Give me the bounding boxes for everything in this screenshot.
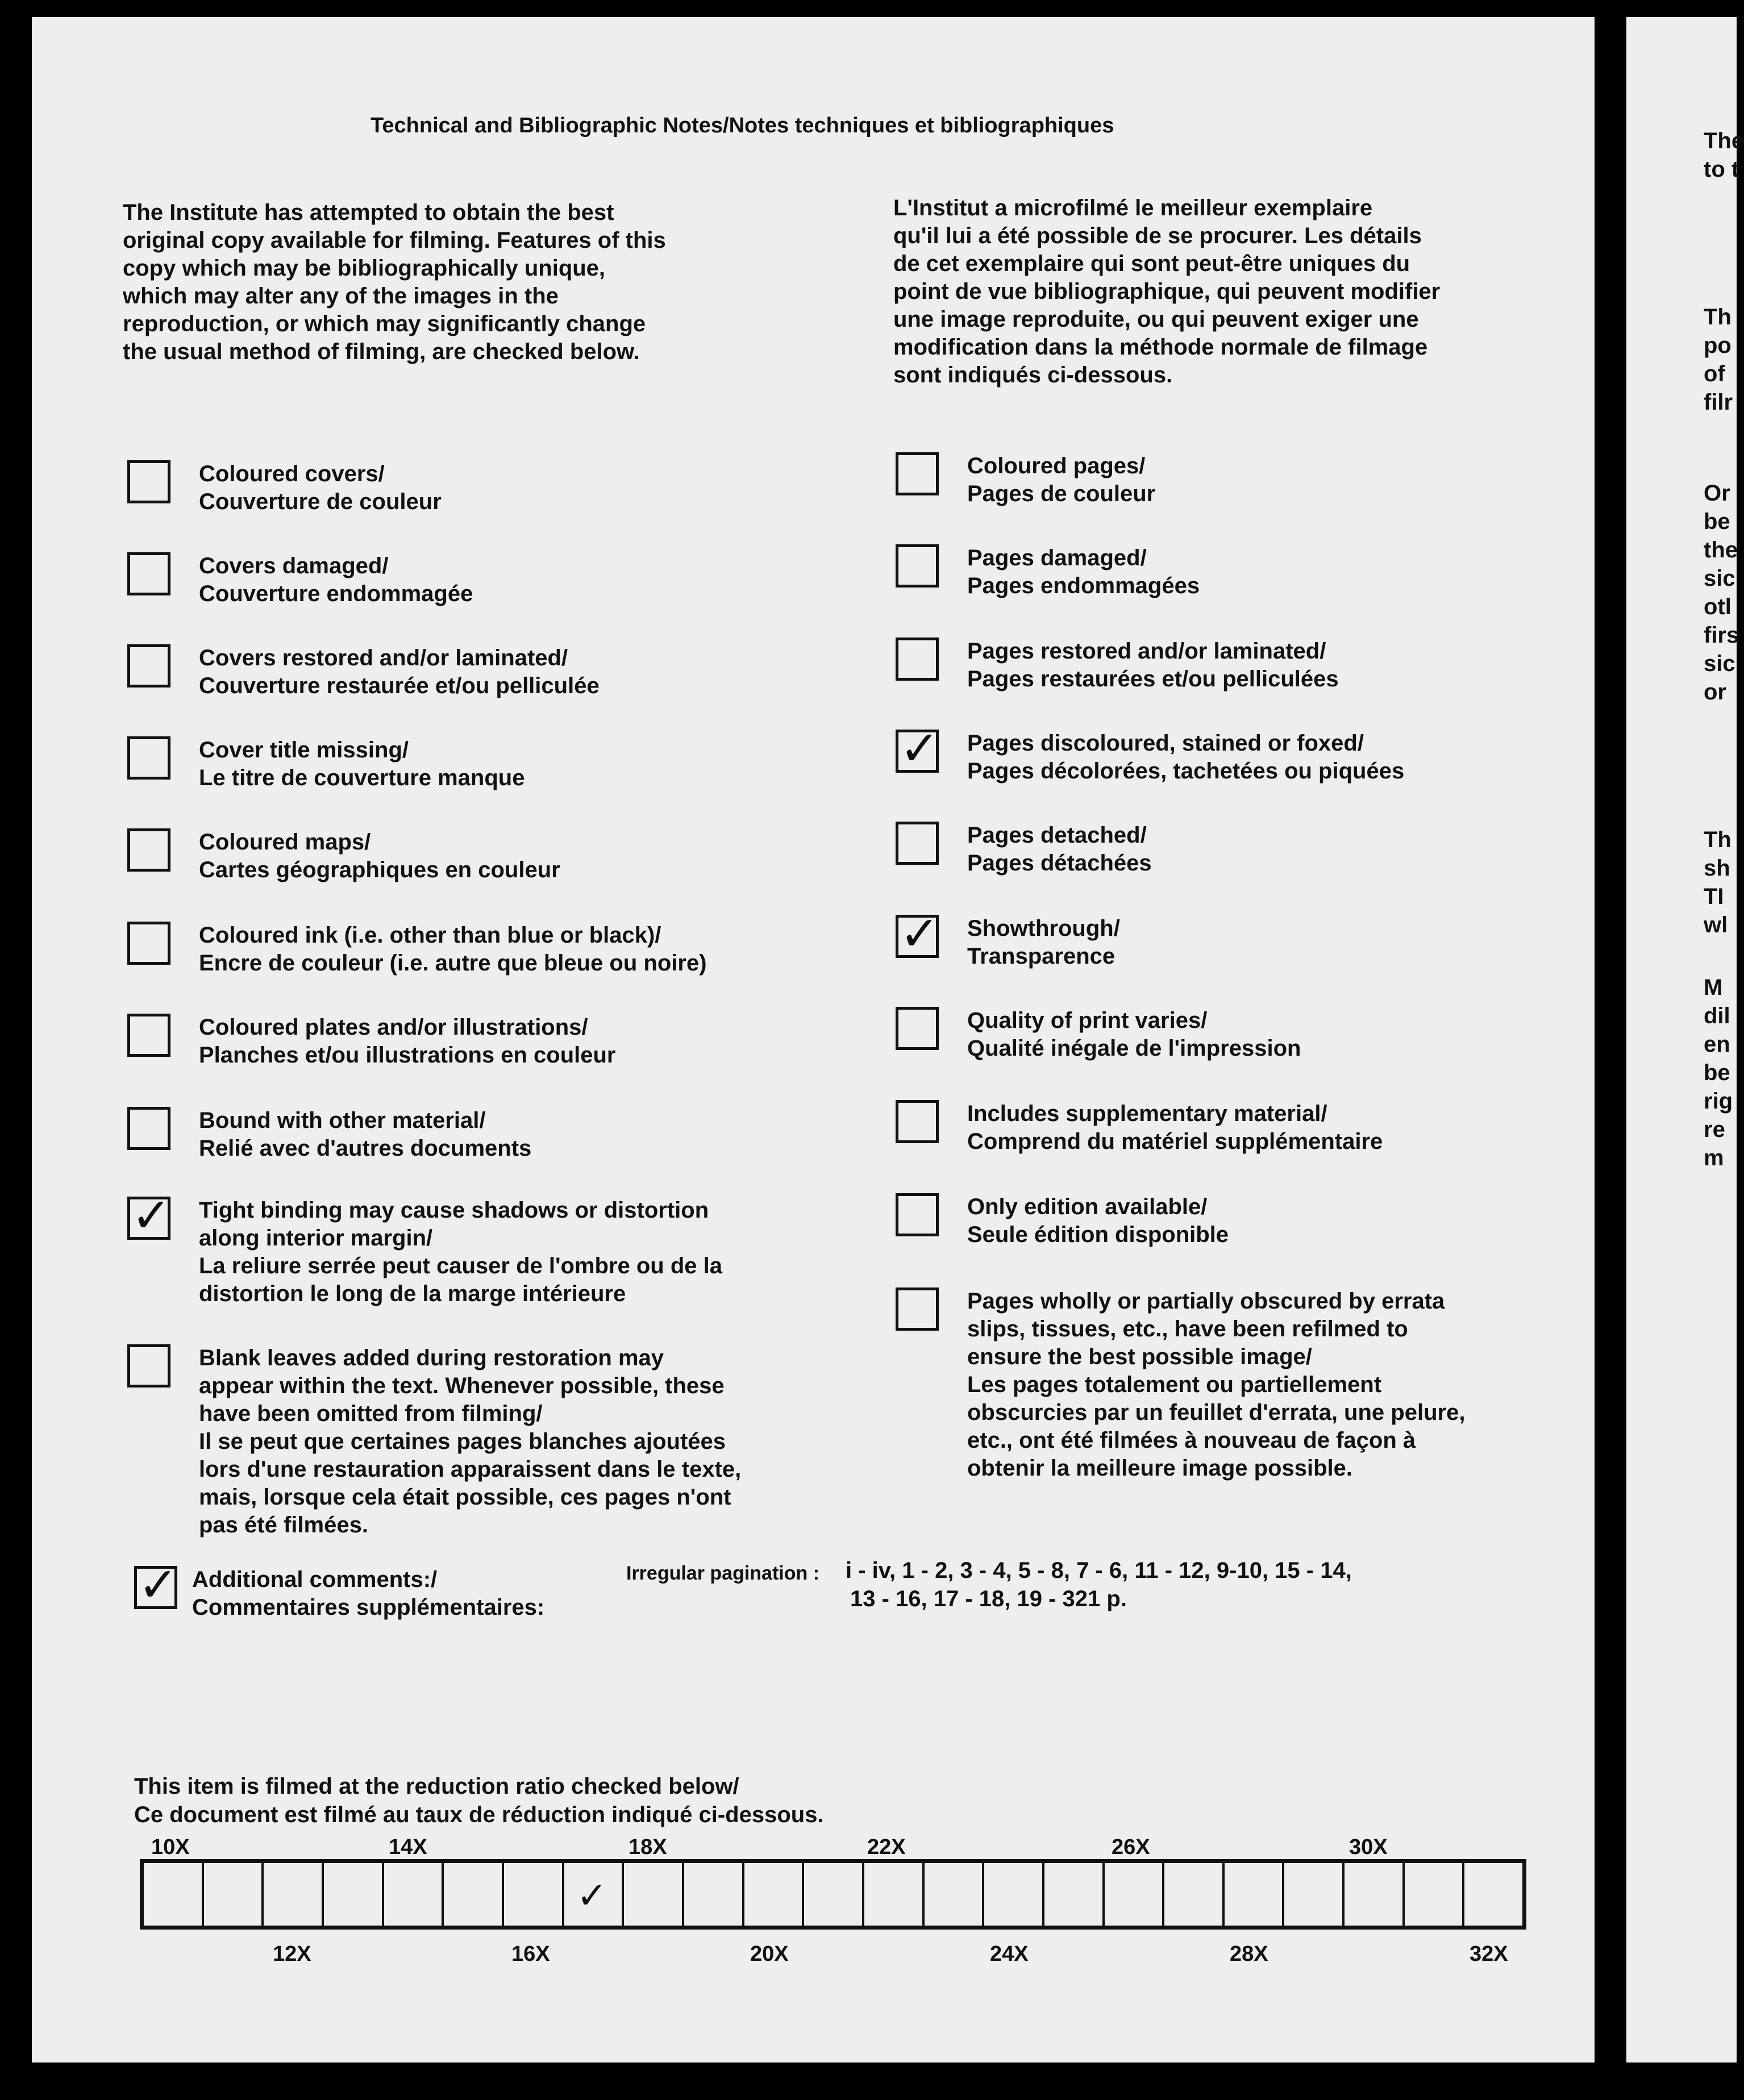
left-item-label [199,460,442,516]
right-item-text: slips, tissues, etc., have been refilmed to [967,1316,1408,1341]
right-item-label [967,1193,1229,1249]
ratio-cell[interactable] [744,1863,805,1926]
adjacent-page-text: Th [1704,827,1731,852]
right-item[interactable] [896,638,1339,693]
right-item-label [967,638,1339,693]
right-item-text: Pages de couleur [967,481,1156,506]
intro-en-line: the usual method of filming, are checked below. [123,339,640,364]
left-item-text: La reliure serrée peut causer de l'ombre ou de la [199,1253,722,1278]
right-item[interactable] [896,544,1200,600]
adjacent-page-text: the [1704,538,1738,562]
left-item-text: Covers damaged/ [199,553,389,578]
adjacent-page-text: The [1704,128,1744,153]
right-item-text: Quality of print varies/ [967,1008,1208,1033]
right-item-text: Qualité inégale de l'impression [967,1036,1301,1061]
left-item[interactable] [127,736,525,792]
reduction-ratio-grid [140,1859,1526,1930]
right-item-label [967,452,1155,508]
left-item-text: Planches et/ou illustrations en couleur [199,1043,616,1068]
right-item-label [967,822,1152,877]
ratio-cell[interactable] [504,1863,564,1926]
left-item-label [199,922,707,977]
ratio-cell[interactable] [684,1863,744,1926]
right-item-text: Pages restaurées et/ou pelliculées [967,666,1339,691]
right-item-text: Pages restored and/or laminated/ [967,639,1326,664]
ratio-cell[interactable] [444,1863,504,1926]
check-mark-icon: ✓ [138,1558,178,1611]
left-item-text: Cover title missing/ [199,738,409,763]
left-item-text: Relié avec d'autres documents [199,1136,532,1161]
ratio-label-bottom: 28X [1230,1942,1268,1966]
right-item-label [967,1100,1383,1156]
left-item[interactable] [127,1014,616,1069]
check-mark-icon: ✓ [576,1875,607,1916]
ratio-cell[interactable] [324,1863,384,1926]
ratio-cell[interactable] [1105,1863,1165,1926]
right-item-text: Coloured pages/ [967,453,1146,478]
ratio-label-top: 26X [1112,1835,1150,1859]
left-checkbox[interactable] [127,460,170,503]
left-item[interactable] [127,552,473,608]
pagination-note-line1: i - iv, 1 - 2, 3 - 4, 5 - 8, 7 - 6, 11 - 12, 9-10, 15 - 14, [846,1558,1352,1583]
adjacent-page-text: M [1704,975,1723,1000]
left-item-text: Coloured covers/ [199,461,385,486]
left-item-text: pas été filmées. [199,1513,368,1538]
right-item[interactable] [896,1193,1229,1249]
ratio-label-top: 30X [1349,1835,1388,1859]
comments-label-fr: Commentaires supplémentaires: [192,1595,545,1620]
adjacent-page-text: rig [1704,1089,1733,1114]
left-item-text: distortion le long de la marge intérieure [199,1281,626,1306]
adjacent-page-text: otl [1704,594,1731,619]
ratio-cell[interactable] [204,1863,264,1926]
left-item-text: Encre de couleur (i.e. autre que bleue ou noire) [199,951,707,976]
check-mark-icon: ✓ [900,907,940,960]
right-item[interactable] [896,907,1120,970]
right-item-label [967,1007,1301,1062]
ratio-label-bottom: 20X [750,1942,789,1966]
ratio-cell[interactable] [1464,1863,1522,1926]
ratio-label-top: 14X [389,1835,427,1859]
right-item-text: Pages wholly or partially obscured by errata [967,1289,1445,1314]
right-item-text: Pages détachées [967,851,1152,876]
intro-en-line: which may alter any of the images in the [123,284,559,309]
left-item-label [199,552,473,608]
left-item[interactable] [127,828,560,884]
right-checkbox[interactable] [896,638,939,681]
left-checkbox[interactable] [127,922,170,965]
left-checkbox[interactable] [127,828,170,872]
adjacent-page-text: m [1704,1145,1724,1170]
adjacent-page-text: sic [1704,566,1735,591]
right-checkbox[interactable] [896,822,939,865]
adjacent-page-text: Or [1704,481,1730,506]
right-item-label [967,730,1404,785]
right-item-text: Comprend du matériel supplémentaire [967,1129,1383,1154]
right-item-text: Transparence [967,944,1116,969]
left-checkbox[interactable] [127,1014,170,1057]
left-item-label [199,828,560,884]
left-item-text: along interior margin/ [199,1226,433,1251]
ratio-cell[interactable] [1164,1863,1225,1926]
left-item-text: appear within the text. Whenever possible, these [199,1373,725,1398]
adjacent-page-text: wl [1704,913,1728,938]
left-item-label [199,1107,531,1162]
left-item-label [199,1344,741,1539]
right-item-text: Pages endommagées [967,573,1200,598]
right-checkbox[interactable] [896,722,940,775]
right-item[interactable] [896,1288,1465,1482]
ratio-cell[interactable] [144,1863,204,1926]
intro-fr-line: qu'il lui a été possible de se procurer. Les détails [893,223,1422,248]
ratio-cell[interactable] [564,1863,625,1926]
right-item-text: Pages discoloured, stained or foxed/ [967,731,1364,756]
ratio-cell[interactable] [624,1863,684,1926]
check-mark-icon: ✓ [900,722,940,775]
comments-item[interactable] [134,1558,545,1622]
right-item[interactable] [896,452,1155,508]
right-item-text: Les pages totalement ou partiellement [967,1372,1382,1397]
reduction-text-fr: Ce document est filmé au taux de réduction indiqué ci-dessous. [134,1802,824,1827]
right-item-text: Only edition available/ [967,1194,1208,1219]
adjacent-page-text: of [1704,361,1725,386]
right-item-text: obtenir la meilleure image possible. [967,1456,1352,1481]
adjacent-page-text: be [1704,509,1730,534]
adjacent-page-text: or [1704,680,1726,705]
pagination-note-label: Irregular pagination : [626,1563,820,1584]
right-checkbox[interactable] [896,544,939,588]
right-item-label [967,1288,1465,1482]
adjacent-page-text: to t [1704,157,1739,182]
left-item-text: Il se peut que certaines pages blanches ajoutées [199,1429,726,1454]
adjacent-page-text: re [1704,1117,1725,1142]
intro-fr-line: point de vue bibliographique, qui peuvent modifier [893,279,1441,304]
ratio-label-bottom: 24X [990,1942,1029,1966]
right-checkbox[interactable] [896,1007,939,1050]
right-checkbox[interactable] [896,1100,939,1143]
right-item-text: Pages décolorées, tachetées ou piquées [967,759,1405,784]
right-item[interactable] [896,1100,1383,1156]
intro-en-line: reproduction, or which may significantly change [123,311,646,336]
adjacent-page-text: po [1704,333,1731,358]
right-item[interactable] [896,822,1152,877]
adjacent-page-text: be [1704,1060,1730,1085]
left-item-text: lors d'une restauration apparaissent dans le texte, [199,1457,742,1482]
adjacent-page-text: dil [1704,1003,1730,1028]
right-item-text: Includes supplementary material/ [967,1101,1327,1126]
ratio-cell[interactable] [384,1863,444,1926]
ratio-cell[interactable] [1225,1863,1285,1926]
left-item-text: Cartes géographiques en couleur [199,857,560,882]
left-item-text: Couverture de couleur [199,489,442,514]
ratio-cell[interactable] [925,1863,985,1926]
adjacent-page-fragment [1626,17,1744,2062]
right-item[interactable] [896,722,1405,785]
left-item-text: Couverture restaurée et/ou pelliculée [199,673,600,698]
adjacent-page-text: sic [1704,651,1735,676]
adjacent-page-text: firs [1704,623,1739,648]
right-checkbox[interactable] [896,1193,939,1236]
right-checkbox[interactable] [896,452,939,495]
ratio-label-top: 22X [867,1835,906,1859]
comments-checkbox[interactable] [134,1558,178,1611]
right-item[interactable] [896,1007,1301,1062]
ratio-cell[interactable] [804,1863,864,1926]
left-checkbox[interactable] [127,1189,172,1242]
left-item-text: Covers restored and/or laminated/ [199,645,568,670]
left-item-label [199,644,600,700]
intro-fr-line: L'Institut a microfilmé le meilleur exemplaire [893,195,1373,220]
intro-fr-line: sont indiqués ci-dessous. [893,363,1173,388]
pagination-note-line2: 13 - 16, 17 - 18, 19 - 321 p. [850,1586,1127,1611]
left-item-text: Couverture endommagée [199,581,473,606]
adjacent-page-text: filr [1704,390,1733,415]
left-item[interactable] [127,460,442,516]
left-checkbox[interactable] [127,644,170,688]
ratio-label-bottom: 16X [511,1942,550,1966]
ratio-cell[interactable] [1044,1863,1105,1926]
left-checkbox[interactable] [127,552,170,595]
left-item[interactable] [127,1189,722,1308]
right-item-text: Pages damaged/ [967,545,1147,570]
adjacent-page-text: sh [1704,856,1730,881]
right-item-text: Seule édition disponible [967,1222,1229,1247]
left-item-label [199,736,525,792]
ratio-label-bottom: 12X [273,1942,311,1966]
check-mark-icon: ✓ [131,1189,172,1242]
left-item-text: Blank leaves added during restoration may [199,1345,664,1370]
adjacent-page-text: TI [1704,884,1724,909]
intro-fr-line: modification dans la méthode normale de filmage [893,335,1428,360]
intro-english [123,199,666,366]
ratio-cell[interactable] [984,1863,1044,1926]
right-item-text: ensure the best possible image/ [967,1344,1312,1369]
intro-en-line: copy which may be bibliographically unique, [123,256,606,281]
left-item-text: have been omitted from filming/ [199,1401,543,1426]
left-item[interactable] [127,1344,741,1539]
right-checkbox[interactable] [896,1288,939,1331]
document-page [32,17,1595,2062]
left-item-label [199,1014,616,1069]
ratio-cell[interactable] [1405,1863,1465,1926]
ratio-label-top: 10X [151,1835,190,1859]
right-checkbox[interactable] [896,907,940,960]
left-item-text: Le titre de couverture manque [199,765,525,790]
ratio-cell[interactable] [864,1863,925,1926]
reduction-text-en: This item is filmed at the reduction ratio checked below/ [134,1774,739,1799]
intro-fr-line: de cet exemplaire qui sont peut-être uniques du [893,251,1410,276]
comments-label-en: Additional comments:/ [192,1567,438,1592]
intro-french [893,194,1440,389]
left-item-label [199,1197,722,1308]
right-item-text: etc., ont été filmées à nouveau de façon à [967,1428,1416,1453]
right-item-text: obscurcies par un feuillet d'errata, une pelure, [967,1400,1466,1425]
ratio-cell[interactable] [1284,1863,1345,1926]
ratio-label-bottom: 32X [1470,1942,1508,1966]
adjacent-page-text: Th [1704,305,1731,330]
right-item-label [967,544,1200,600]
intro-en-line: The Institute has attempted to obtain the best [123,200,614,225]
left-item-text: Tight binding may cause shadows or distortion [199,1198,709,1223]
ratio-cell[interactable] [1345,1863,1405,1926]
left-item[interactable] [127,922,707,977]
right-item-text: Pages detached/ [967,823,1147,848]
left-item-text: mais, lorsque cela était possible, ces pages n'ont [199,1485,731,1510]
page-title: Technical and Bibliographic Notes/Notes techniques et bibliographiques [371,114,1114,138]
left-item[interactable] [127,1107,531,1162]
left-item-text: Coloured plates and/or illustrations/ [199,1015,588,1040]
left-item[interactable] [127,644,600,700]
intro-en-line: original copy available for filming. Features of this [123,228,666,253]
left-checkbox[interactable] [127,736,170,780]
ratio-label-top: 18X [628,1835,667,1859]
left-checkbox[interactable] [127,1344,170,1388]
right-item-text: Showthrough/ [967,916,1120,941]
intro-fr-line: une image reproduite, ou qui peuvent exiger une [893,307,1419,332]
left-item-text: Bound with other material/ [199,1108,486,1133]
left-item-text: Coloured maps/ [199,830,371,855]
left-checkbox[interactable] [127,1107,170,1150]
ratio-cell[interactable] [264,1863,324,1926]
right-item-label [967,915,1120,970]
left-item-text: Coloured ink (i.e. other than blue or black)/ [199,923,661,948]
adjacent-page-text: en [1704,1032,1730,1057]
